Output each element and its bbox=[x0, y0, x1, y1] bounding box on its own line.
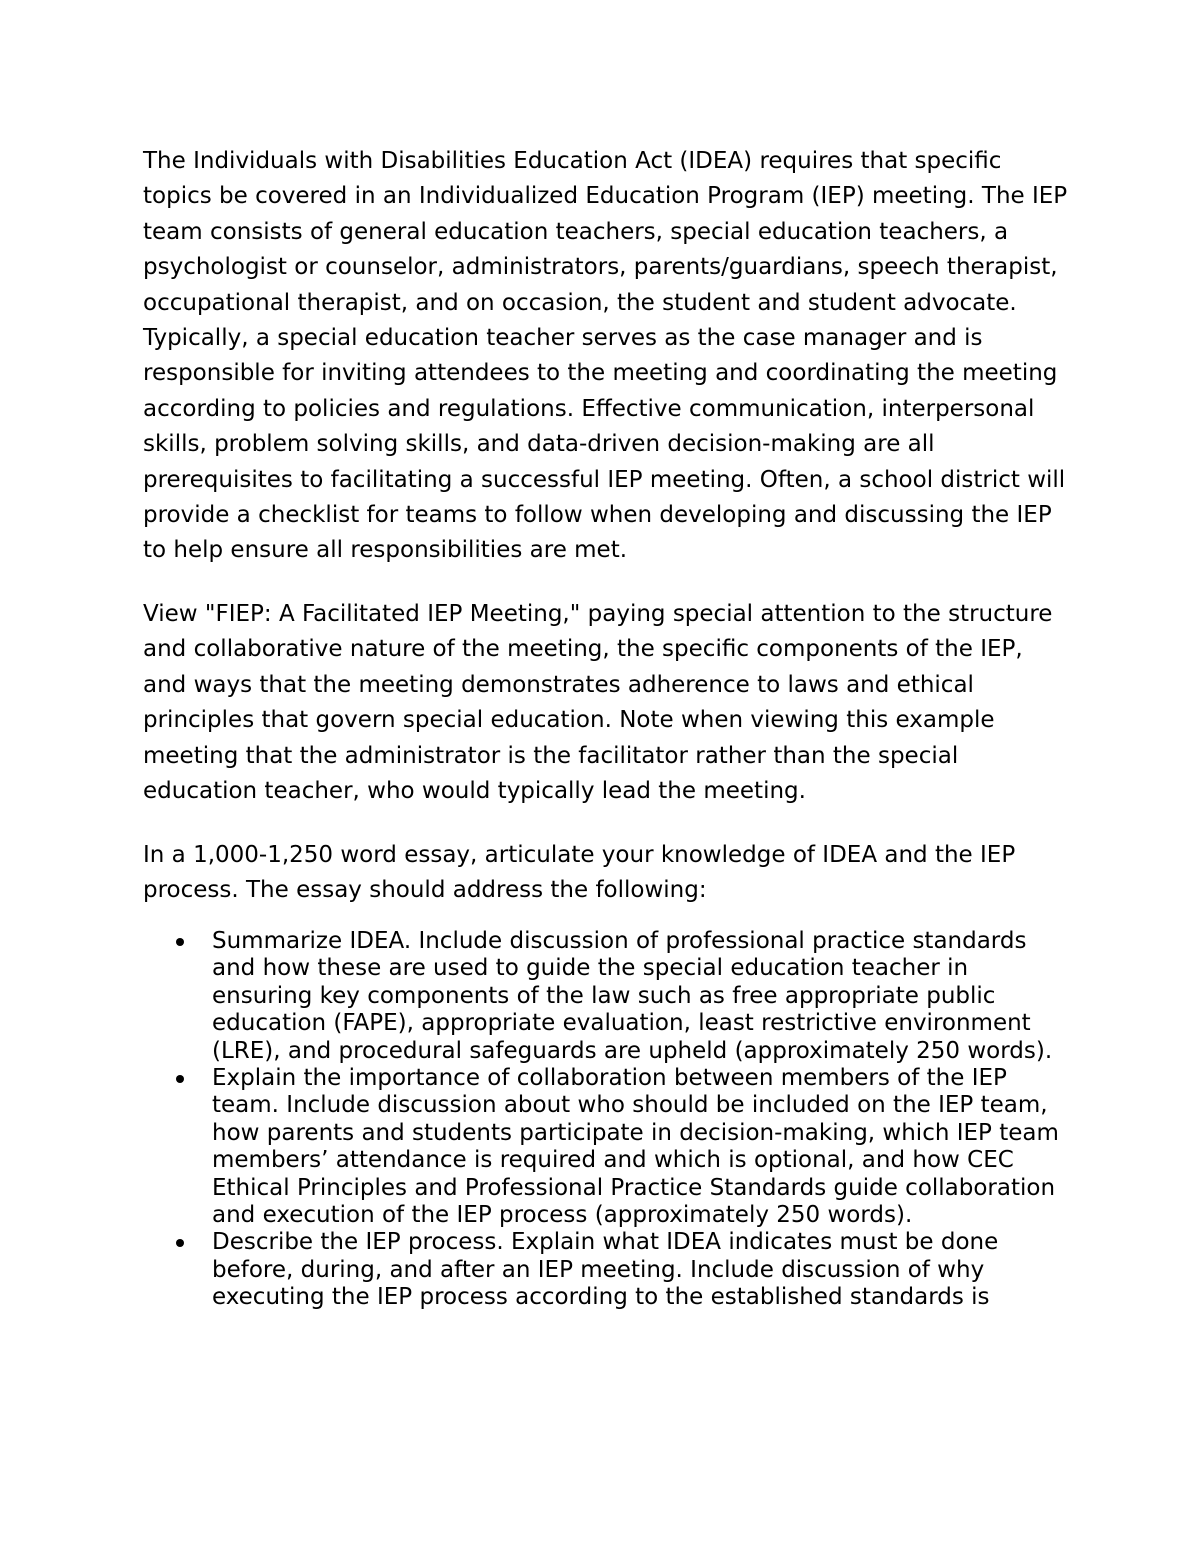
list-item-summarize-idea bbox=[143, 928, 1073, 1065]
bullet-icon bbox=[176, 938, 184, 946]
paragraph-view-fiep: View "FIEP: A Facilitated IEP Meeting," paying special attention to the structure and collaborative nature of the meeting, the specific components of the IEP, and ways that the meeting demonstrates adherence to laws and ethical principles that govern special education. Note when viewing this example meeting that the administrator is the facilitator rather than the special education teacher, who would typically lead the meeting. bbox=[143, 601, 1053, 805]
list-item-text: Summarize IDEA. Include discussion of professional practice standards and how these are used to guide the special education teacher in ensuring key components of the law such as free appropriate public education (FAPE), appropriate evaluation, least restrictive environment (LRE), and procedural safeguards are upheld (approximately 250 words). bbox=[212, 928, 1053, 1064]
bullet-icon bbox=[176, 1239, 184, 1247]
list-item-collaboration bbox=[143, 1065, 1073, 1229]
bullet-icon bbox=[176, 1075, 184, 1083]
list-item-iep-process bbox=[143, 1229, 1073, 1311]
paragraph-essay-prompt: In a 1,000-1,250 word essay, articulate your knowledge of IDEA and the IEP process. The essay should address the following: bbox=[143, 842, 1016, 904]
paragraph-idea-overview: The Individuals with Disabilities Education Act (IDEA) requires that specific topics be covered in an Individualized Education Program (IEP) meeting. The IEP team consists of general education teachers, special education teachers, a psychologist or counselor, administrators, parents/guardians, speech therapist, occupational therapist, and on occasion, the student and student advocate. Typically, a special education teacher serves as the case manager and is responsible for inviting attendees to the meeting and coordinating the meeting according to policies and regulations. Effective communication, interpersonal skills, problem solving skills, and data-driven decision-making are all prerequisites to facilitating a successful IEP meeting. Often, a school district will provide a checklist for teams to follow when developing and discussing the IEP to help ensure all responsibilities are met. bbox=[143, 148, 1068, 564]
requirements-list bbox=[143, 928, 1073, 1312]
list-item-text: Explain the importance of collaboration between members of the IEP team. Include discussion about who should be included on the IEP team, how parents and students participate in decision-making, which IEP team members’ attendance is required and which is optional, and how CEC Ethical Principles and Professional Practice Standards guide collaboration and execution of the IEP process (approximately 250 words). bbox=[212, 1065, 1059, 1229]
list-item-text: Describe the IEP process. Explain what IDEA indicates must be done before, during, and after an IEP meeting. Include discussion of why executing the IEP process according to the established standards is bbox=[212, 1229, 999, 1311]
